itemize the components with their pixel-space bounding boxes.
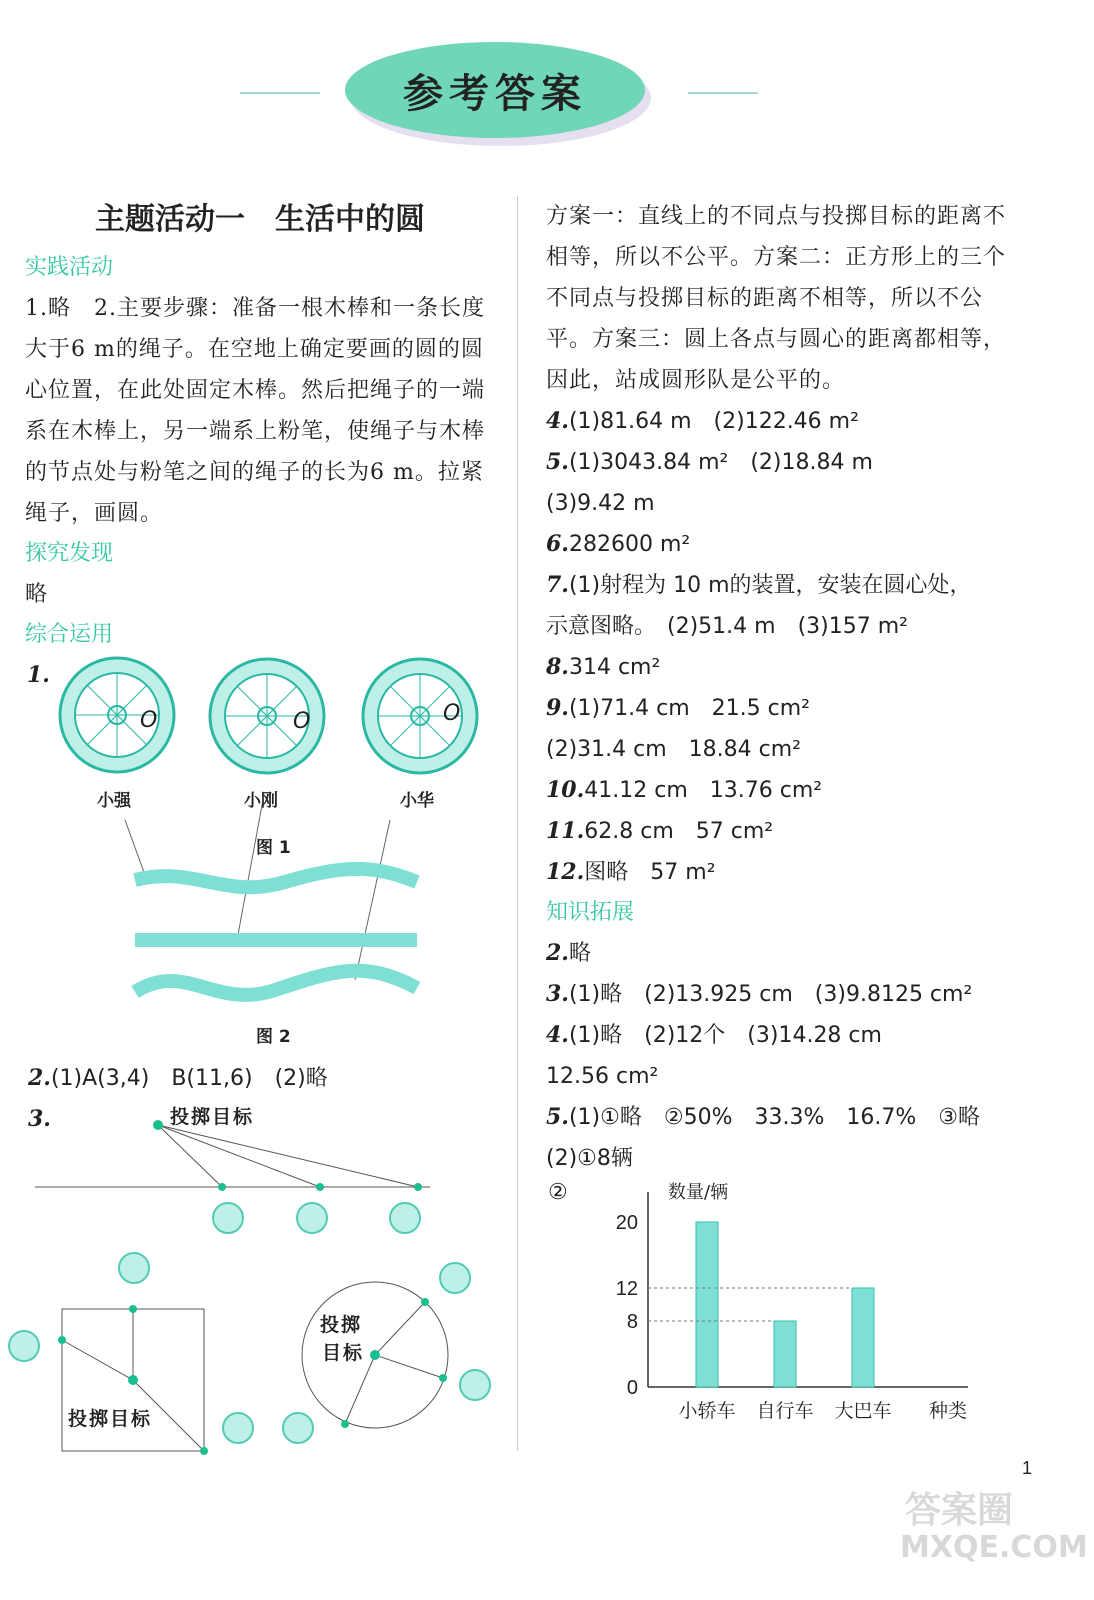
chart-marker: ② <box>548 1180 568 1205</box>
explore-answer: 略 <box>25 582 49 607</box>
answer-text: (1)射程为 10 m的装置，安装在圆心处， <box>568 573 972 598</box>
answer-text: 略 <box>568 941 591 966</box>
x-category-label: 自行车 <box>756 1400 814 1422</box>
apply-item-1-number: 1. <box>27 662 50 688</box>
answer-line <box>546 770 1016 811</box>
apply-item-3-number: 3. <box>28 1106 51 1132</box>
header-rule-right <box>688 92 758 94</box>
answer-line <box>546 483 1016 524</box>
answer-text: (1)3043.84 m² (2)18.84 m <box>568 450 873 475</box>
distance-line-1 <box>158 1125 222 1187</box>
answer-number: 3. <box>546 981 569 1007</box>
page-title: 参考答案 <box>403 71 587 117</box>
right-column <box>546 196 1016 1179</box>
answer-line <box>546 811 1016 852</box>
target-label-top: 投掷目标 <box>170 1106 255 1128</box>
distance-line-2 <box>158 1125 320 1187</box>
answer-line <box>546 933 1016 974</box>
answer-text: 41.12 cm 13.76 cm² <box>584 778 823 803</box>
answer-number: 6. <box>546 531 569 557</box>
wheels-ropes-figure <box>45 650 505 1070</box>
answer-text: 314 cm² <box>568 655 661 680</box>
answer-number: 7. <box>546 572 569 598</box>
answer-number: 10. <box>546 777 585 803</box>
answer-text: (3)9.42 m <box>546 491 655 516</box>
answer-text: 12.56 cm² <box>546 1064 659 1089</box>
answer-text: (1)71.4 cm 21.5 cm² <box>568 696 810 721</box>
y-tick-label: 20 <box>615 1212 638 1234</box>
answer-line <box>546 688 1016 729</box>
section-explore: 探究发现 <box>25 541 114 566</box>
answer-number: 12. <box>546 859 585 885</box>
vehicle-count-bar-chart <box>590 1172 990 1432</box>
column-divider <box>517 196 518 1451</box>
answer-number: 4. <box>546 1022 569 1048</box>
connector-line-2 <box>237 800 263 940</box>
answer-text: 62.8 cm 57 cm² <box>584 819 774 844</box>
answer-line <box>546 524 1016 565</box>
bar-1 <box>774 1321 796 1387</box>
target-label-circle-2: 目标 <box>322 1342 365 1364</box>
x-category-label: 大巴车 <box>834 1400 892 1422</box>
y-tick-label: 8 <box>626 1311 638 1333</box>
target-point-square <box>128 1375 138 1385</box>
watermark-top: 答案圈 <box>905 1490 1014 1531</box>
wheel-label-3: 小华 <box>400 791 434 811</box>
bar-2 <box>852 1288 874 1387</box>
wheel-label-1: 小强 <box>97 791 131 811</box>
answer-number: 4. <box>546 408 569 434</box>
section-practice: 实践活动 <box>25 255 114 280</box>
target-label-square: 投掷目标 <box>68 1408 153 1430</box>
answer-number: 11. <box>546 818 585 844</box>
y-tick-label: 12 <box>615 1278 638 1300</box>
connector-line-3 <box>355 820 390 980</box>
connector-line-1 <box>125 820 145 875</box>
distance-line-3 <box>158 1125 418 1187</box>
answer-line <box>546 729 1016 770</box>
answer-text: 图略 57 m² <box>584 860 716 885</box>
wheel-1-center-letter: O <box>140 708 158 733</box>
page-number: 1 <box>1022 1458 1033 1478</box>
answers-list <box>546 401 1016 893</box>
answer-text: 282600 m² <box>568 532 691 557</box>
figure-2-caption: 图 2 <box>256 1027 291 1047</box>
answer-line <box>546 442 1016 483</box>
header-rule-left <box>240 92 320 94</box>
answer-line <box>546 1056 1016 1097</box>
wheel-3-center-letter: O <box>443 701 461 726</box>
answer-number: 2. <box>546 940 569 966</box>
y-tick-label: 0 <box>626 1377 638 1399</box>
target-label-circle-1: 投掷 <box>320 1314 363 1336</box>
item-2-text: (1)A(3,4) B(11,6) (2)略 <box>50 1066 328 1091</box>
answer-line <box>546 1015 1016 1056</box>
target-point-circle <box>370 1350 380 1360</box>
plans-answer: 方案一：直线上的不同点与投掷目标的距离不相等，所以不公平。方案二：正方形上的三个不同点与投掷目标的距离不相等，所以不公平。方案三：圆上各点与圆心的距离都相等，因此，站成圆形队是公平的。 <box>546 204 1007 393</box>
rope-wavy-1 <box>135 869 417 887</box>
answer-text: (1)略 (2)12个 (3)14.28 cm <box>568 1023 882 1048</box>
answer-line <box>546 647 1016 688</box>
answer-text: (1)略 (2)13.925 cm (3)9.8125 cm² <box>568 982 973 1007</box>
item-2-number: 2. <box>28 1065 51 1091</box>
answer-text: (1)81.64 m (2)122.46 m² <box>568 409 859 434</box>
answer-number: 5. <box>546 1104 569 1130</box>
section-apply: 综合运用 <box>25 622 114 647</box>
answer-line <box>546 1097 1016 1138</box>
answer-text: (2)①8辆 <box>546 1146 633 1171</box>
answer-text: (2)31.4 cm 18.84 cm² <box>546 737 801 762</box>
watermark-bottom: MXQE.COM <box>900 1530 1088 1565</box>
answer-line <box>546 606 1016 647</box>
rope-straight <box>135 933 417 947</box>
bar-0 <box>696 1222 718 1387</box>
section-extension: 知识拓展 <box>546 900 635 925</box>
answer-number: 9. <box>546 695 569 721</box>
y-axis-label: 数量/辆 <box>668 1182 729 1203</box>
chapter-title: 主题活动一 生活中的圆 <box>95 202 425 237</box>
answer-line <box>546 974 1016 1015</box>
answer-line <box>546 852 1016 893</box>
answer-line <box>546 401 1016 442</box>
extension-answers-list <box>546 933 1016 1179</box>
x-category-label: 小轿车 <box>678 1400 736 1422</box>
practice-answer: 1.略 2.主要步骤：准备一根木棒和一条长度大于6 m的绳子。在空地上确定要画的圆的圆心位置，在此处固定木棒。然后把绳子的一端系在木棒上，另一端系上粉笔，使绳子与木棒的节点处与粉笔之间的绳子的长为6 m。拉紧绳子，画圆。 <box>25 296 486 526</box>
x-axis-label: 种类 <box>928 1400 968 1422</box>
apply-item-2 <box>28 1058 328 1099</box>
rope-wavy-2 <box>135 971 417 995</box>
answer-number: 5. <box>546 449 569 475</box>
answer-line <box>546 565 1016 606</box>
target-point-line <box>153 1120 163 1130</box>
left-column <box>25 196 495 655</box>
answer-number: 8. <box>546 654 569 680</box>
wheel-label-2: 小刚 <box>244 791 278 811</box>
wheel-2-center-letter: O <box>293 709 311 734</box>
answer-text: 示意图略。 (2)51.4 m (3)157 m² <box>546 614 908 639</box>
answer-text: (1)①略 ②50% 33.3% 16.7% ③略 <box>568 1105 980 1130</box>
figure-1-caption: 图 1 <box>256 838 291 858</box>
